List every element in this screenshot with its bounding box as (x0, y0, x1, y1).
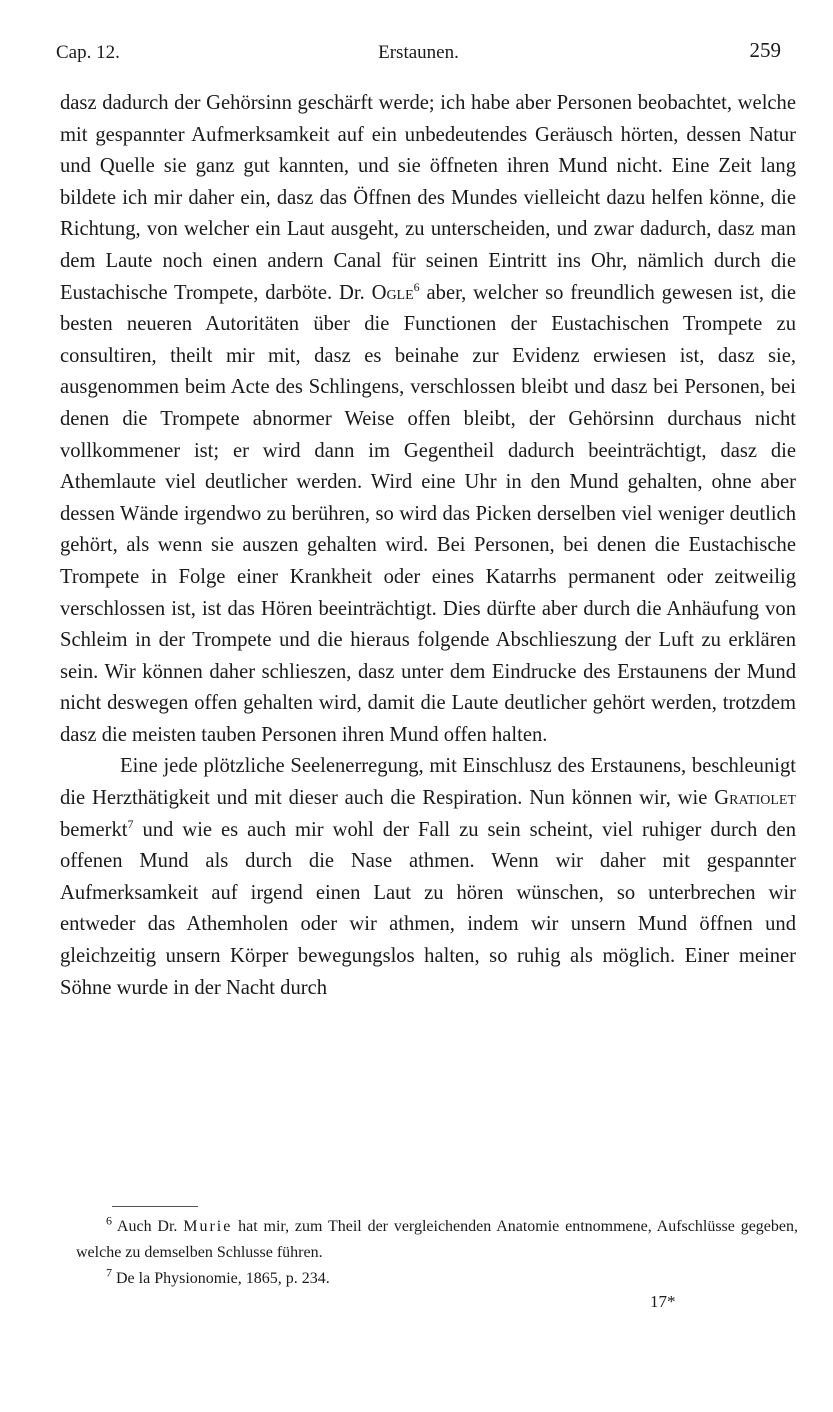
sheet-signature: 17* (650, 1292, 676, 1311)
footnote-text: hat mir, zum Theil der vergleichenden Anatomie entnommene, Aufschlüsse gegeben, welche zu demselben Schlusse führen. (76, 1218, 799, 1261)
author-name-ogle: Ogle (371, 281, 414, 304)
footnote-mark: 7 (106, 1265, 112, 1280)
author-name-murie: Murie (183, 1218, 233, 1235)
footnote-ref-6: 6 (413, 279, 420, 294)
author-name-gratiolet: Gratiolet (714, 787, 796, 810)
footnote-7 (76, 1266, 798, 1292)
footnote-6 (76, 1214, 798, 1266)
footnote-ref-7: 7 (127, 816, 134, 831)
running-header (56, 38, 781, 68)
footnote-divider (112, 1206, 198, 1207)
page-number: 259 (749, 38, 781, 62)
footnote-text: De la Physionomie, 1865, p. 234. (112, 1270, 330, 1287)
footnote-mark: 6 (106, 1213, 112, 1228)
text-run: und wie es auch mir wohl der Fall zu sein scheint, viel ruhiger durch den offenen Mund als durch die Nase athmen. Wenn wir daher mit gespannter Aufmerksamkeit auf irgend einen Laut zu hören wünschen, so unterbrechen wir entweder das Athemholen oder wir athmen, indem wir unsern Mund öffnen und gleichzeitig unsern Körper bewegungslos halten, so ruhig als möglich. Einer meiner Söhne wurde in der Nacht durch (60, 818, 796, 999)
paragraph-2 (60, 751, 796, 1004)
main-text (60, 88, 796, 1004)
paragraph-1 (60, 88, 796, 751)
text-run: aber, welcher so freundlich gewesen ist, die besten neueren Autoritäten über die Functionen der Eustachischen Trompete zu consultiren, theilt mir mit, dasz es beinahe zur Evidenz erwiesen ist, dasz sie, ausgenommen beim Acte des Schlingens, verschlossen bleibt und dasz bei Personen, bei denen die Trompete abnormer Weise offen bleibt, der Gehörsinn durchaus nicht vollkommener ist; er wird dann im Gegentheil dadurch beeinträchtigt, dasz die Athemlaute viel deutlicher werden. Wird eine Uhr in den Mund gehalten, ohne aber dessen Wände irgendwo zu berühren, so wird das Picken derselben viel weniger deutlich gehört, als wenn sie auszen gehalten wird. Bei Personen, bei denen die Eustachische Trompete in Folge einer Krankheit oder eines Katarrhs permanent oder zeitweilig verschlossen ist, ist das Hören beeinträchtigt. Dies dürfte aber durch die Anhäufung von Schleim in der Trompete und die hieraus folgende Abschlieszung der Luft zu erklären sein. Wir können daher schlieszen, dasz unter dem Eindrucke des Erstaunens der Mund nicht deswegen offen gehalten wird, damit die Laute deutlicher gehört werden, trotzdem dasz die meisten tauben Personen ihren Mund offen halten. (60, 281, 797, 746)
footnotes (76, 1214, 798, 1292)
text-run: dasz dadurch der Gehörsinn geschärft werde; ich habe aber Personen beobachtet, welche mit gespannter Aufmerksamkeit auf ein unbedeutendes Geräusch hörten, dessen Natur und Quelle sie ganz gut kannten, und sie öffneten ihren Mund nicht. Eine Zeit lang bildete ich mir daher ein, dasz das Öffnen des Mundes vielleicht dazu helfen könne, die Richtung, von welcher ein Laut ausgeht, zu unterscheiden, und zwar dadurch, dasz man dem Laute noch einen andern Canal für seinen Eintritt ins Ohr, nämlich durch die Eustachische Trompete, darböte. Dr. (60, 92, 796, 304)
text-run: Eine jede plötzliche Seelenerregung, mit Einschlusz des Erstaunens, beschleunigt die Herzthätigkeit und mit dieser auch die Respiration. Nun können wir, wie (60, 755, 796, 810)
footnote-text: Auch Dr. (112, 1218, 184, 1235)
text-run: bemerkt (60, 818, 128, 841)
chapter-label: Cap. 12. (56, 42, 120, 63)
running-title: Erstaunen. (378, 42, 459, 63)
